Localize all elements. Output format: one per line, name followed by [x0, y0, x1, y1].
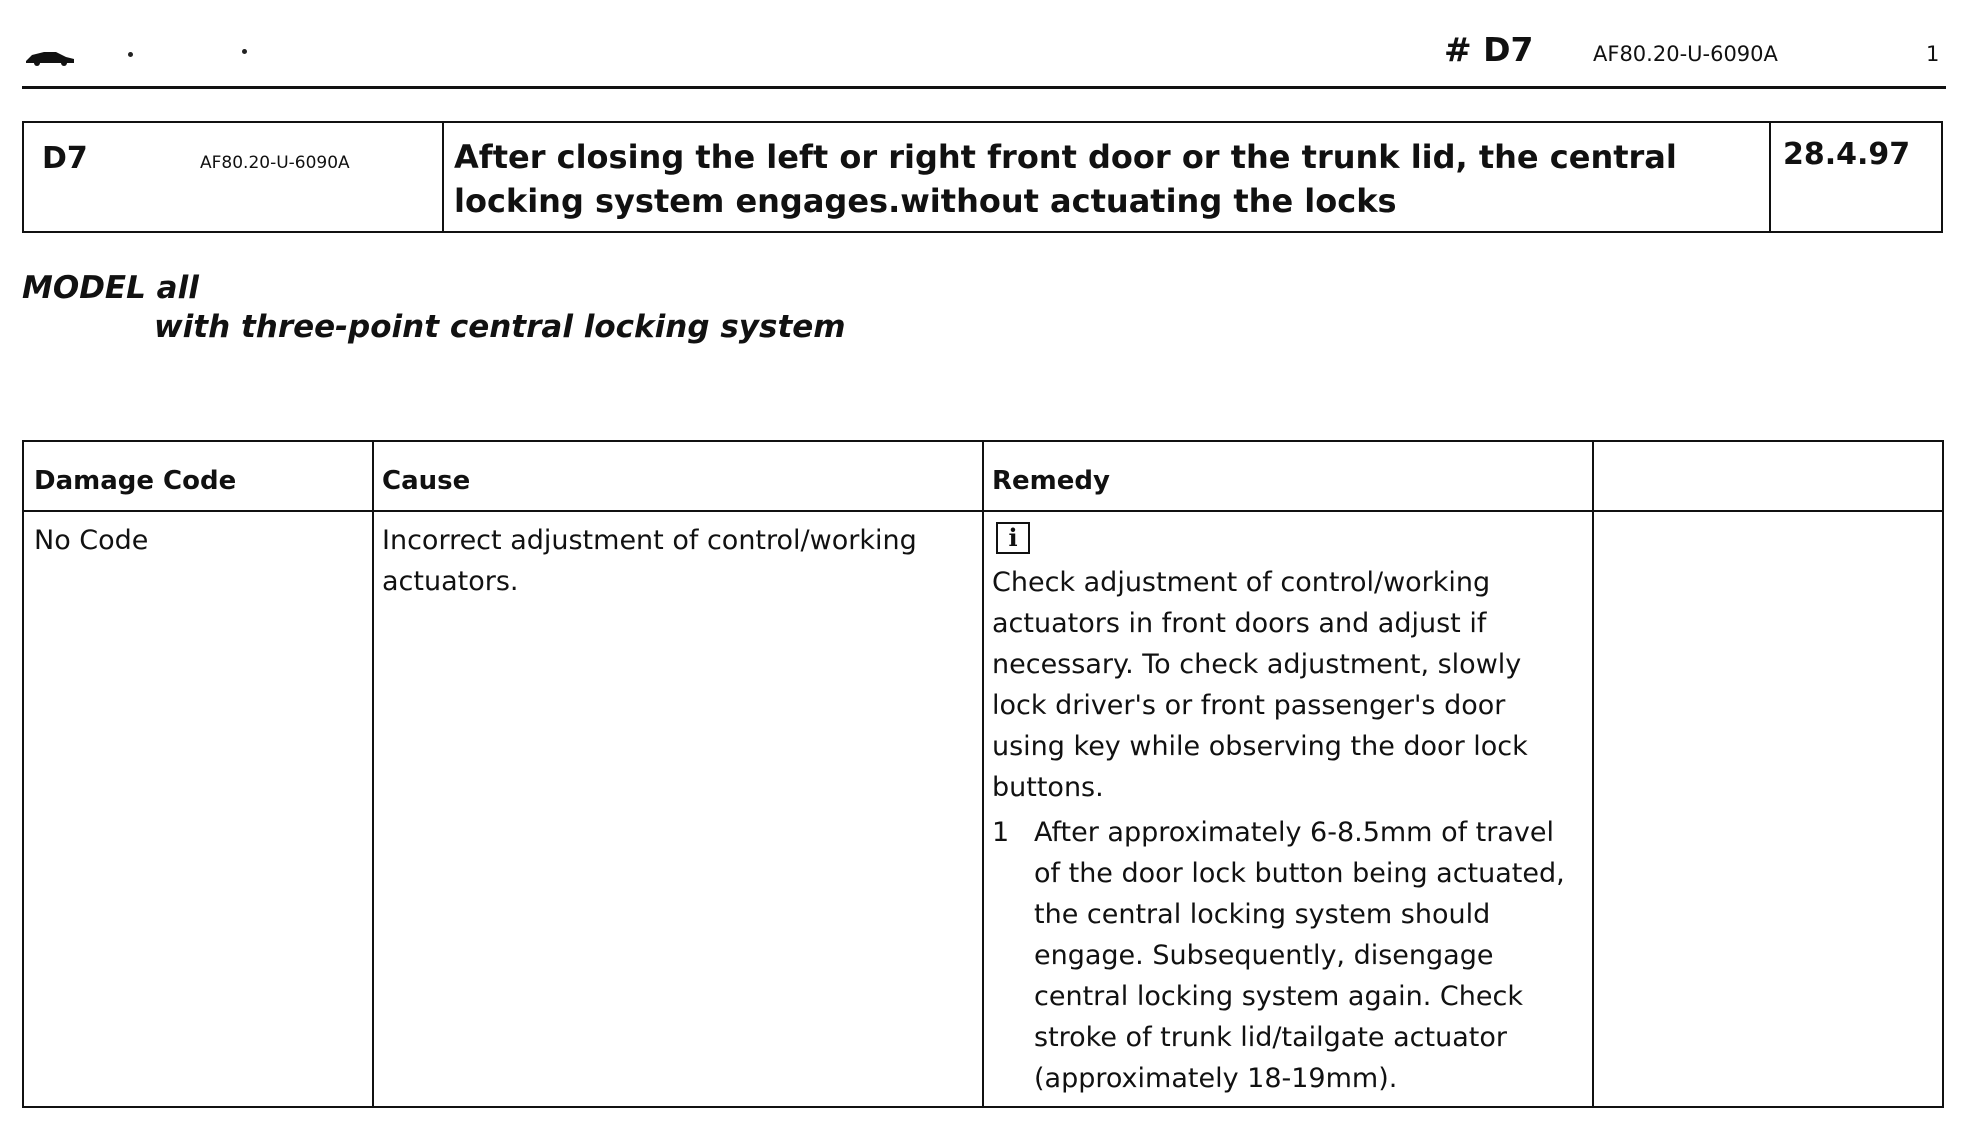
column-divider — [372, 442, 374, 1106]
title-box — [22, 121, 1943, 233]
page-number: 1 — [1926, 42, 1940, 66]
column-divider — [982, 442, 984, 1106]
title-reference: AF80.20-U-6090A — [200, 153, 350, 173]
header-rule — [22, 86, 1946, 89]
column-divider — [1592, 442, 1594, 1106]
model-label: MODEL — [22, 270, 146, 306]
remedy-text: Check adjustment of control/working actuators in front doors and adjust if necessary. To check adjustment, slowly lock driver's or front passenger's door using key while observing the door lock buttons. — [992, 567, 1528, 803]
header-damage-code: Damage Code — [34, 466, 237, 496]
scan-speck — [242, 49, 247, 54]
damage-table — [22, 440, 1944, 1108]
header-reference: AF80.20-U-6090A — [1593, 42, 1778, 66]
header-row-divider — [24, 510, 1942, 512]
header-cause: Cause — [382, 466, 471, 496]
title-code-cell — [24, 123, 444, 231]
header-remedy: Remedy — [992, 466, 1110, 496]
title-code: D7 — [42, 141, 88, 176]
remedy-step-number: 1 — [992, 817, 1010, 848]
remedy-step-text: After approximately 6-8.5mm of travel of the door lock button being actuated, the central locking system should engage. Subsequently, disengage central locking system again. Check stroke of trunk lid/tailgate actuator (approximately 18-19mm). — [1034, 817, 1565, 1094]
document-date: 28.4.97 — [1783, 137, 1911, 172]
info-icon: i — [996, 522, 1030, 554]
model-value: all — [156, 270, 199, 306]
scan-speck — [128, 52, 133, 57]
model-line — [22, 270, 199, 306]
cause-value: Incorrect adjustment of control/working actuators. — [382, 525, 917, 597]
document-title: After closing the left or right front door or the trunk lid, the central locking system engages.without actuating the locks — [454, 138, 1677, 220]
car-icon — [24, 47, 76, 67]
header-code: # D7 — [1444, 30, 1534, 69]
model-subtitle: with three-point central locking system — [154, 309, 846, 345]
damage-code-value: No Code — [34, 525, 149, 556]
title-date-cell — [1771, 123, 1941, 231]
title-text-cell — [444, 123, 1771, 231]
